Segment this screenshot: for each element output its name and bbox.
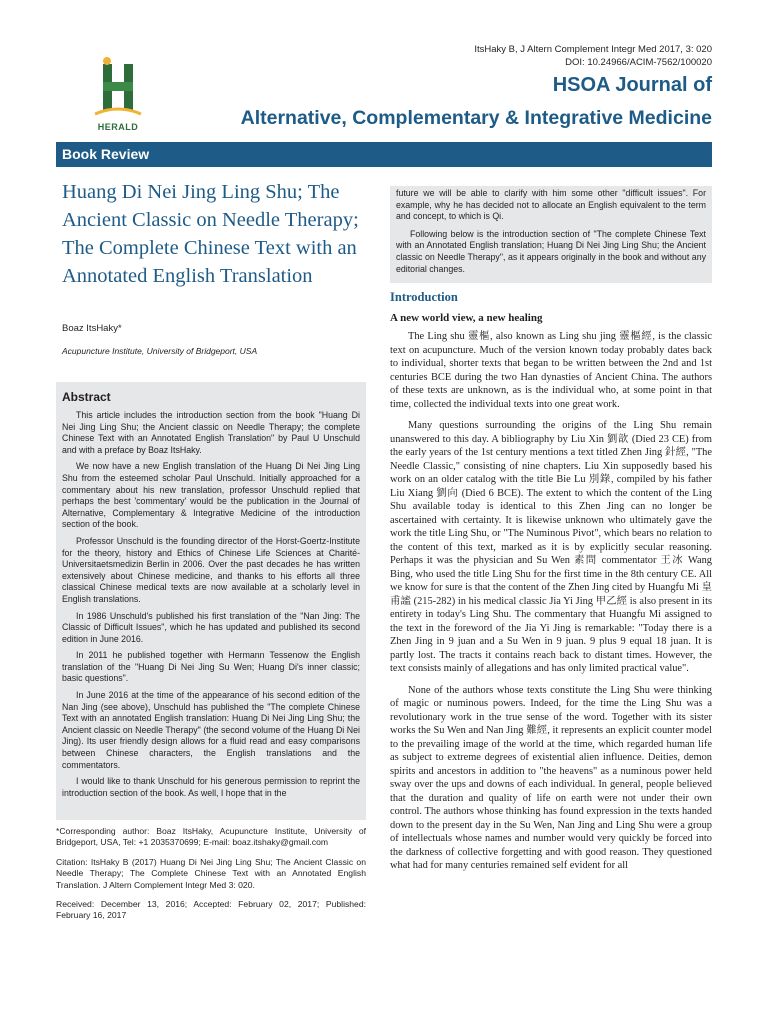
footnotes bbox=[56, 826, 366, 930]
abstract-paragraph: I would like to thank Unschuld for his generous permission to reprint the introduction section of the book. As well, I hope that in the bbox=[62, 776, 360, 798]
body-paragraph: Many questions surrounding the origins of the Ling Shu remain unanswered to this day. A bibliography by Liu Xin 劉歆 (Died 23 CE) from the early years of the 1st century mentions a text titled Zhen Jing 針經, "The Needle Classic," consisting of nine chapters. Liu Xin supposedly based his work on an older catalog with the title Bie Lu 別錄, compiled by his father Liu Xiang 劉向 (Died 6 BCE). The extent to which the content of the Ling Shu available today is identical to this Zhen Jing can no longer be ascertained with certainty. It is likewise unknown who ultimately gave the work the title Ling Shu, or "The Numinous Pivot", which bears no relation to the content of this text, marked as it is by explicitly secular reasoning. Perhaps it was the physician and Su Wen 素問 commentator 王冰 Wang Bing, who used the title Ling Shu for the first time in the 8th century CE. All we know for sure is that the content of the Zhen Jing cited by Huangfu Mi 皇甫謐 (215-282) in his medical classic Jia Yi Jing 甲乙經 is also present in its entirety in today's Ling Shu. The commentary that Huangfu Mi assigned to the text in the foreword of the Jia Yi Jing is remarkable: "Today there is a Zhen Jing in 9 juan and a Su Wen in 9 juan. 9 plus 9 equal 18 juan. It is partly lost. The tracts it contains reach back to distant times. However, the text consists mainly of allegations and has only limited practical value". bbox=[390, 420, 712, 674]
abstract-paragraph: In June 2016 at the time of the appearance of his second edition of the Nan Jing (see above), Unschuld has published the "The complete Chinese Text with an annotated English translation: Huang Di Nei Jing Ling Shu; the Ancient classic on Needle Therapy" (the second volume of the Huang Di Nei Jing). Its user friendly design allows for a fluid read and easy comparisons between Chinese characters, the English translations and the commentators. bbox=[62, 690, 360, 770]
section-bar: Book Review bbox=[56, 142, 712, 167]
corresponding-author: *Corresponding author: Boaz ItsHaky, Acupuncture Institute, University of Bridgeport, USA, Tel: +1 2035370699; E-mail: boaz.itshaky@gmail.com bbox=[56, 826, 366, 848]
abstract-paragraph: In 2011 he published together with Hermann Tessenow the English translation of the "Huang Di Nei Jing Su Wen; Huang Di's inner classic; basic questions". bbox=[62, 650, 360, 684]
author-affiliation: Acupuncture Institute, University of Bridgeport, USA bbox=[62, 346, 258, 356]
citation-short: ItsHaky B, J Altern Complement Integr Med 2017, 3: 020 bbox=[474, 44, 712, 55]
continued-box bbox=[390, 186, 712, 283]
body-paragraph: The Ling shu 靈樞, also known as Ling shu jing 靈樞經, is the classic text on acupuncture. Much of the version known today probably dates back to individual, shorter texts that began to be written between the 2nd and 1st centuries BCE during the two Han dynasties of Ancient China. The authors of these texts are unknown, as is the individual who, at some point in that time, collected the individual texts into one great work. bbox=[390, 331, 712, 410]
box-paragraph: Following below is the introduction section of "The complete Chinese Text with an Annotated English translation; Huang Di Nei Jing Ling Shu; the Ancient classic on Needle Therapy", as it appears originally in the book and without any editorial changes. bbox=[396, 228, 706, 274]
abstract-paragraph: This article includes the introduction section from the book "Huang Di Nei Jing Ling Shu; the Ancient classic on Needle Therapy; the complete Chinese Text with an Annotated English Translation" by Paul U Unschuld and with a preface by Boaz ItsHaky. bbox=[62, 410, 360, 455]
body-paragraph: None of the authors whose texts constitute the Ling Shu were thinking of magic or numinous powers. Indeed, for the time the Ling Shu was a revolutionary work in the true sense of the word. Together with its sister works the Su Wen and Nan Jing 難經, it represents an explicit counter model to the prevailing image of the world at the time, which regarded human life as subject to extreme degrees of existential alien influence. Deities, demon spirits and ancestors in addition to "the heavens" as a numinous power held sway over the ups and downs of each individual. In general, people believed that the duration and quality of life on earth were not under their own control. The authors whose thinking has found expression in the texts handed down to the present day in the Su Wen, Nan Jing and Ling Shu were a group of intellectuals whose names and number would very quickly be forced into the darkness of collective forgetting and with good reason. They questioned what had for many centuries remained self evident for all bbox=[390, 684, 712, 871]
article-title: Huang Di Nei Jing Ling Shu; The Ancient Classic on Needle Therapy; The Complete Chinese Text with an Annotated English Translation bbox=[62, 181, 359, 287]
publication-dates: Received: December 13, 2016; Accepted: February 02, 2017; Published: February 16, 2017 bbox=[56, 899, 366, 921]
introduction-subheading: A new world view, a new healing bbox=[390, 312, 543, 324]
abstract-paragraph: We now have a new English translation of the Huang Di Nei Jing Ling Shu from the esteemed scholar Paul Unschuld. Initially approached for a commentary about his new translation, professor Unschuld replied that perhaps the best 'commentary' would be the publication in the Journal of Alternative, Complementary & Integrative Medicine of the introduction section of the book. bbox=[62, 461, 360, 530]
running-header bbox=[474, 43, 712, 69]
doi: DOI: 10.24966/ACIM-7562/100020 bbox=[565, 57, 712, 68]
author-name: Boaz ItsHaky* bbox=[62, 323, 122, 334]
abstract-paragraph: Professor Unschuld is the founding director of the Horst-Goertz-Institute for the theory, history and Ethics of Chinese Life Sciences at Charité-Universitaetsmedizin Berlin in 2006. Over the past decades he has written extensively about Chinese medicine, and thanks to his efforts all three classical Chinese medical texts are now available at a scholarly level in English translations. bbox=[62, 535, 360, 604]
journal-subtitle: Alternative, Complementary & Integrative Medicine bbox=[240, 107, 712, 129]
introduction-heading: Introduction bbox=[390, 290, 458, 304]
abstract-box bbox=[56, 382, 366, 820]
logo-text: HERALD bbox=[97, 122, 139, 132]
box-paragraph: future we will be able to clarify with him some other "difficult issues". For example, why he has decided not to allocate an English equivalent to the term and concept, to which is Qi. bbox=[396, 188, 706, 222]
introduction-body bbox=[390, 330, 712, 1018]
abstract-heading: Abstract bbox=[62, 390, 111, 404]
herald-logo-icon bbox=[91, 56, 145, 120]
herald-logo bbox=[91, 56, 145, 132]
citation: Citation: ItsHaky B (2017) Huang Di Nei Jing Ling Shu; The Ancient Classic on Needle Therapy; The Complete Chinese Text with an Annotated English Translation. J Altern Complement Integr Med 3: 020. bbox=[56, 856, 366, 890]
abstract-paragraph: In 1986 Unschuld's published his first translation of the "Nan Jing: The Classic of Difficult Issues", which he has updated and published its second edition in June 2016. bbox=[62, 610, 360, 644]
journal-title: HSOA Journal of bbox=[552, 74, 712, 96]
